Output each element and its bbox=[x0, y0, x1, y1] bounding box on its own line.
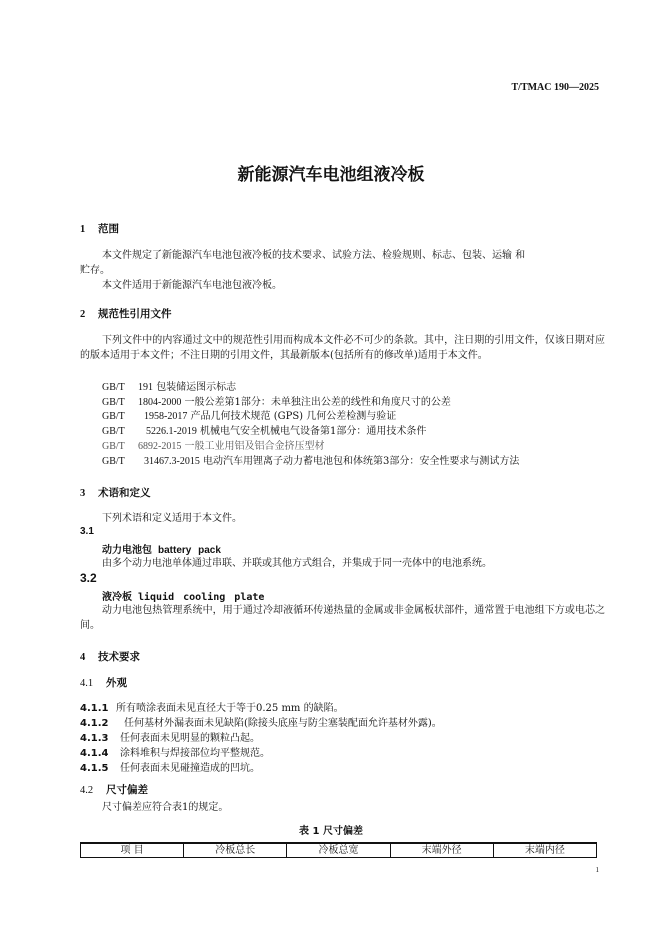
section-number: 2 bbox=[80, 309, 86, 320]
term-number: 3.2 bbox=[80, 571, 97, 585]
ref-number: 191 bbox=[138, 382, 153, 393]
section-3-heading bbox=[80, 485, 151, 500]
clause-number: 4.1.3 bbox=[80, 733, 109, 744]
clause-item bbox=[80, 729, 260, 744]
ref-name: 一般公差第1部分：未单独注出公差的线性和角度尺寸的公差 bbox=[184, 397, 451, 408]
term-definition: 动力电池包热管理系统中，用于通过冷却液循环传递热量的金属或非金属板状部件，通常置于电池组下方或电芯之间。 bbox=[80, 605, 605, 631]
clause-item bbox=[80, 759, 260, 774]
scope-paragraph-line1: 本文件规定了新能源汽车电池包液冷板的技术要求、试验方法、检验规则、标志、包装、运输 和 bbox=[102, 250, 526, 261]
ref-name: 电动汽车用锂离子动力蓄电池包和体统第3部分：安全性要求与测试方法 bbox=[203, 456, 520, 467]
subsection-number: 4.2 bbox=[80, 785, 94, 796]
section-title: 术语和定义 bbox=[98, 487, 151, 499]
page-title: 新能源汽车电池组液冷板 bbox=[237, 165, 425, 185]
ref-code: GB/T bbox=[102, 456, 125, 467]
clause-number: 4.1.2 bbox=[80, 718, 109, 729]
ref-name: 包装储运图示标志 bbox=[156, 382, 237, 393]
term-name bbox=[102, 541, 221, 556]
subsection-title: 外观 bbox=[106, 677, 127, 689]
dimension-deviation-paragraph: 尺寸偏差应符合表1的规定。 bbox=[102, 802, 229, 813]
table-header-cell: 冷板总宽 bbox=[287, 843, 390, 858]
term-number: 3.1 bbox=[80, 526, 94, 537]
section-title: 技术要求 bbox=[98, 651, 140, 663]
table-header-cell: 项 目 bbox=[81, 843, 184, 858]
scope-paragraph-2: 本文件适用于新能源汽车电池包液冷板。 bbox=[102, 280, 282, 291]
clause-number: 4.1.4 bbox=[80, 748, 109, 759]
term-definition: 由多个动力电池单体通过串联、并联或其他方式组合，并集成于同一壳体中的电池系统。 bbox=[102, 558, 492, 569]
scope-paragraph-line2: 贮存。 bbox=[80, 265, 110, 276]
ref-code: GB/T bbox=[102, 397, 125, 408]
reference-item bbox=[102, 424, 426, 439]
section-number: 3 bbox=[80, 488, 86, 499]
table-header-cell: 末端外径 bbox=[390, 843, 493, 858]
clause-text: 任何表面未见碰撞造成的凹坑。 bbox=[120, 763, 260, 774]
term-name-en: liquid cooling plate bbox=[138, 592, 265, 603]
normative-references-intro: 下列文件中的内容通过文中的规范性引用而构成本文件必不可少的条款。其中，注日期的引用文件，仅该日期对应的版本适用于本文件；不注日期的引用文件，其最新版本(包括所有的修改单)适用于本文件。 bbox=[80, 335, 605, 361]
clause-item bbox=[80, 744, 270, 759]
section-1-heading bbox=[80, 221, 119, 236]
clause-text: 任何表面未见明显的颗粒凸起。 bbox=[120, 733, 260, 744]
reference-item bbox=[102, 380, 236, 395]
section-title: 范围 bbox=[98, 223, 119, 235]
table-caption: 表 1 尺寸偏差 bbox=[299, 826, 363, 837]
ref-name: 产品几何技术规范 (GPS) 几何公差检测与验证 bbox=[190, 411, 397, 422]
ref-name: 机械电气安全机械电气设备第1部分：通用技术条件 bbox=[200, 426, 427, 437]
term-name-zh: 液冷板 bbox=[102, 592, 132, 603]
clause-number: 4.1.1 bbox=[80, 703, 109, 714]
term-name-zh: 动力电池包 bbox=[102, 545, 152, 556]
table-header-cell: 冷板总长 bbox=[184, 843, 287, 858]
ref-code: GB/T bbox=[102, 426, 125, 437]
ref-number: 1804-2000 bbox=[138, 397, 182, 408]
clause-text: 任何基材外漏表面未见缺陷(除接头底座与防尘塞装配面允许基材外露)。 bbox=[124, 718, 442, 729]
ref-number: 31467.3-2015 bbox=[144, 456, 200, 467]
ref-code: GB/T bbox=[102, 411, 125, 422]
ref-number: 1958-2017 bbox=[144, 411, 188, 422]
section-number: 4 bbox=[80, 652, 86, 663]
clause-text: 涂料堆积与焊接部位均平整规范。 bbox=[120, 748, 270, 759]
clause-item bbox=[80, 714, 442, 729]
section-4-heading bbox=[80, 649, 140, 664]
ref-code: GB/T bbox=[102, 382, 125, 393]
section-2-heading bbox=[80, 306, 172, 321]
ref-code: GB/T bbox=[102, 441, 125, 452]
reference-item bbox=[102, 409, 396, 424]
term-name-en: battery pack bbox=[158, 545, 221, 556]
subsection-4-2-heading bbox=[80, 782, 148, 797]
reference-item bbox=[102, 395, 451, 410]
document-code: T/TMAC 190—2025 bbox=[511, 82, 599, 93]
section-number: 1 bbox=[80, 224, 86, 235]
ref-number: 5226.1-2019 bbox=[146, 426, 197, 437]
terms-intro: 下列术语和定义适用于本文件。 bbox=[102, 513, 242, 524]
table-header-cell: 末端内径 bbox=[493, 843, 596, 858]
clause-item bbox=[80, 699, 344, 714]
section-title: 规范性引用文件 bbox=[98, 308, 172, 320]
dimension-deviation-table bbox=[80, 842, 597, 858]
clause-number: 4.1.5 bbox=[80, 763, 109, 774]
term-name bbox=[102, 588, 264, 603]
subsection-4-1-heading bbox=[80, 675, 127, 690]
subsection-number: 4.1 bbox=[80, 678, 94, 689]
reference-item bbox=[102, 439, 325, 454]
reference-item bbox=[102, 454, 519, 469]
subsection-title: 尺寸偏差 bbox=[106, 784, 148, 796]
clause-text: 所有喷涂表面未见直径大于等于0.25 mm 的缺陷。 bbox=[116, 703, 344, 714]
page-number: 1 bbox=[595, 866, 599, 874]
ref-number: 6892-2015 bbox=[138, 441, 182, 452]
table-header-row bbox=[81, 843, 597, 858]
ref-name: 一般工业用铝及铝合金挤压型材 bbox=[184, 441, 325, 452]
